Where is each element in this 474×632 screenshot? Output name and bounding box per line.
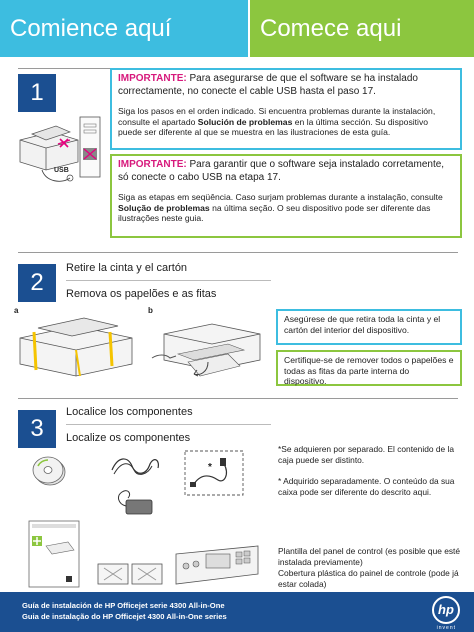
panel-note-pt: Cobertura plástica do painel de controle (pode já estar colada) <box>278 568 459 589</box>
setup-guide-booklet-icon <box>28 520 80 588</box>
step2-title-es: Retire la cinta y el cartón <box>66 262 188 274</box>
step2-note-pt: Certifique-se de remover todos o papelões e todas as fitas da parte interna do dispositivo. <box>284 355 454 387</box>
step3-note-es: *Se adquieren por separado. El contenido de la caja puede ser distinto. <box>278 444 455 465</box>
troubleshooting-ref-es: Solución de problemas <box>197 116 293 127</box>
important-text-es: IMPORTANTE: Para asegurarse de que el software se ha instalado correctamente, no conecte el cable USB hasta el paso 17. <box>118 73 418 97</box>
troubleshooting-ref-pt: Solução de problemas <box>118 202 210 213</box>
note-box-pt <box>276 350 462 386</box>
usb-label: USB <box>54 167 69 174</box>
step2-note-es: Asegúrese de que retira toda la cinta y el cartón del interior del dispositivo. <box>284 314 441 335</box>
step3-title-pt: Localize os componentes <box>66 432 191 444</box>
step-number-3: 3 <box>18 410 56 448</box>
section3-rule <box>18 398 458 399</box>
important-label-pt: IMPORTANTE: <box>118 159 187 170</box>
step-number-1: 1 <box>18 74 56 112</box>
hp-logo-icon: hp <box>432 596 460 624</box>
header-title-pt: Comece aqui <box>250 0 474 57</box>
section2-rule <box>18 252 458 253</box>
important-text-pt: IMPORTANTE: Para garantir que o software seja instalado corretamente, só conecte o cabo USB na etapa 17. <box>118 159 445 183</box>
usb-cable-optional-icon <box>184 450 244 496</box>
power-adapter-icon <box>112 484 162 524</box>
instructions-text-es: Siga los pasos en el orden indicado. Si encuentra problemas durante la instalación, consulte el apartado Solución de problemas en la última sección. Su dispositivo puede ser diferente al que se muestra en las ilustraciones de esta guía. <box>118 106 436 138</box>
panel-note-es: Plantilla del panel de control (es posible que esté instalada previamente) <box>278 546 461 567</box>
important-box-pt <box>110 154 462 238</box>
invent-tagline: invent <box>436 625 456 631</box>
illustration-label-b: b <box>148 306 153 315</box>
ink-cartridges-icon <box>96 560 166 588</box>
step3-note-pt: * Adquirido separadamente. O conteúdo da sua caixa pode ser diferente do descrito aqui. <box>278 476 455 497</box>
instructions-text-pt: Siga as etapas em seqüência. Caso surjam problemas durante a instalação, consulte Solução de problemas na última seção. O seu dispositivo pode ser diferente das ilustrações neste guia. <box>118 192 443 224</box>
power-cord-icon <box>108 452 164 480</box>
footer-bar <box>0 592 474 632</box>
header-title-es: Comience aquí <box>0 0 248 57</box>
step3-separator <box>66 424 271 425</box>
note-box-es <box>276 309 462 345</box>
step2-title-pt: Remova os papelões e as fitas <box>66 288 217 300</box>
step3-title-es: Localice los componentes <box>66 406 193 418</box>
optional-asterisk: * <box>208 462 212 473</box>
control-panel-overlay-icon <box>172 544 262 590</box>
important-label-es: IMPORTANTE: <box>118 73 187 84</box>
important-box-es <box>110 68 462 150</box>
printer-tape-illustration <box>14 314 138 388</box>
printer-cardboard-illustration <box>148 314 266 388</box>
step-number-2: 2 <box>18 264 56 302</box>
illustration-label-a: a <box>14 306 19 315</box>
step2-separator <box>66 280 271 281</box>
footer-line-es: Guía de instalación de HP Officejet serie 4300 All-in-One <box>22 601 225 610</box>
computer-tower-icon <box>78 116 102 178</box>
cd-icon <box>32 452 68 488</box>
footer-line-pt: Guia de instalação do HP Officejet 4300 All-in-One series <box>22 612 227 621</box>
